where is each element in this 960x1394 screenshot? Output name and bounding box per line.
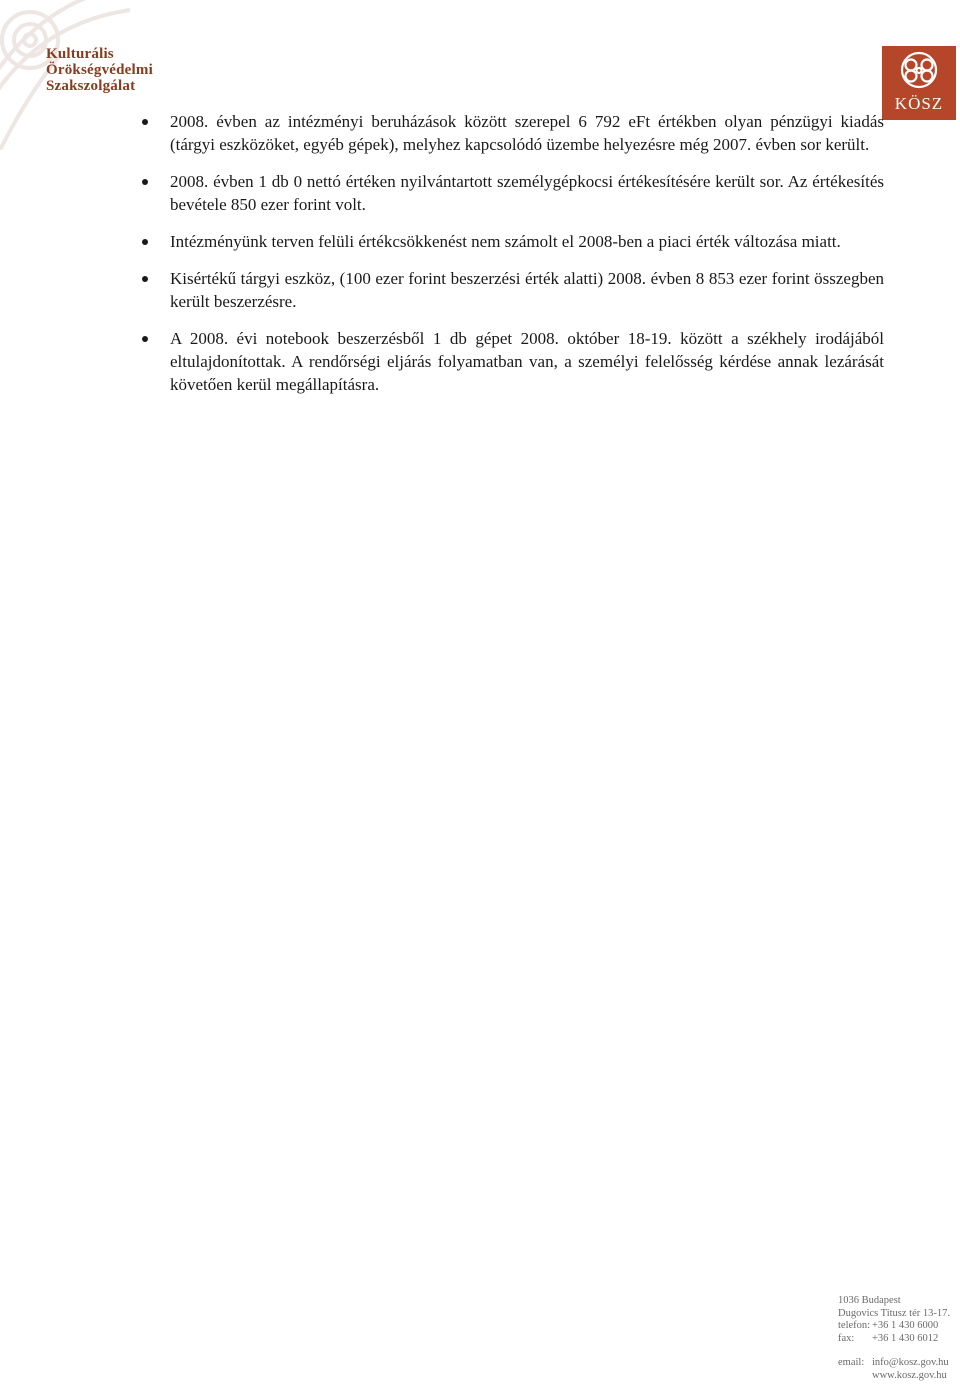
bullet-icon [142, 179, 148, 185]
list-item [140, 327, 884, 396]
bullet-list [140, 110, 884, 396]
list-item [140, 267, 884, 313]
list-item [140, 110, 884, 156]
bullet-icon [142, 119, 148, 125]
bullet-icon [142, 336, 148, 342]
kosz-emblem-icon [882, 46, 956, 94]
list-item-text: 2008. évben 1 db 0 nettó értéken nyilvántartott személygépkocsi értékesítésére került sor. Az értékesítés bevétele 850 ezer forint volt. [170, 172, 884, 214]
bullet-icon [142, 276, 148, 282]
footer-email-link[interactable]: info@kosz.gov.hu [872, 1357, 949, 1368]
footer-phone-label: telefon: [838, 1320, 871, 1331]
footer-fax: +36 1 430 6012 [872, 1332, 939, 1344]
footer-fax-label: fax: [838, 1332, 855, 1344]
footer-address-line-2: Dugovics Titusz tér 13-17. [838, 1307, 951, 1319]
list-item [140, 170, 884, 216]
list-item [140, 230, 884, 253]
footer-address-line-1: 1036 Budapest [838, 1295, 901, 1306]
list-item-text: A 2008. évi notebook beszerzésből 1 db gépet 2008. október 18-19. között a székhely irodájából eltulajdonítottak. A rendőrségi eljárás folyamatban van, a személyi felelősség kérdése annak lezárását követően kerül megállapításra. [170, 329, 884, 394]
footer-web-link[interactable]: www.kosz.gov.hu [872, 1369, 947, 1381]
org-name-line-3: Szakszolgálat [46, 78, 136, 94]
footer-phone: +36 1 430 6000 [872, 1320, 939, 1331]
org-name-line-1: Kulturális [46, 46, 114, 62]
document-body [140, 110, 884, 410]
organization-name [46, 46, 153, 94]
footer-email-label: email: [838, 1357, 865, 1368]
kosz-logo [882, 46, 956, 120]
list-item-text: Kisértékű tárgyi eszköz, (100 ezer forint beszerzési érték alatti) 2008. évben 8 853 ezer forint összegben került beszerzésre. [170, 269, 884, 311]
logo-text: KÖSZ [894, 94, 944, 113]
footer-contact [838, 1295, 956, 1382]
bullet-icon [142, 239, 148, 245]
list-item-text: 2008. évben az intézményi beruházások között szerepel 6 792 eFt értékben olyan pénzügyi kiadás (tárgyi eszközöket, egyéb gépek), melyhez kapcsolódó üzembe helyezésre még 2007. évben sor került. [170, 112, 884, 154]
list-item-text: Intézményünk terven felüli értékcsökkenést nem számolt el 2008-ben a piaci érték változása miatt. [170, 232, 841, 251]
org-name-line-2: Örökségvédelmi [46, 62, 153, 78]
